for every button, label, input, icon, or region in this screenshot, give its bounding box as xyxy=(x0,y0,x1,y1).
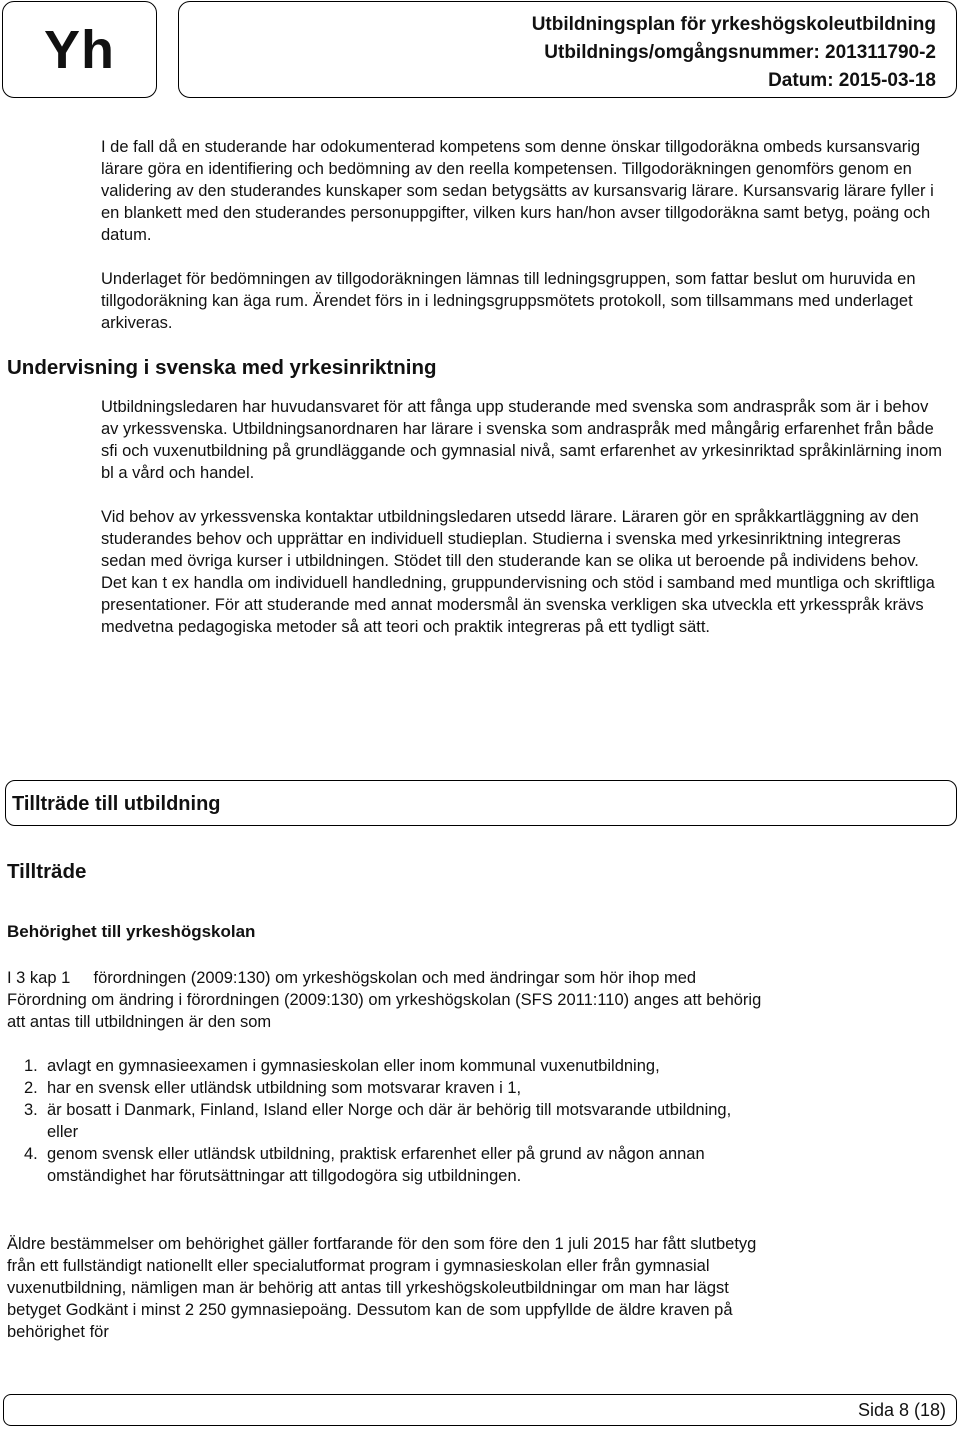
page-footer xyxy=(3,1394,957,1426)
section-title-admission: Tillträde till utbildning xyxy=(5,780,957,826)
document-title: Utbildningsplan för yrkeshögskoleutbildning xyxy=(531,14,936,35)
document-date: Datum: 2015-03-18 xyxy=(768,70,936,91)
list-item-text: avlagt en gymnasieexamen i gymnasieskolan eller inom kommunal vuxenutbildning, xyxy=(47,1057,660,1075)
list-item-number: 1. xyxy=(24,1057,38,1075)
intro-text-end: förordningen (2009:130) om yrkeshögskolan och med ändringar som hör ihop med Förordning om ändring i förordningen (2009:130) om yrkeshögskolan (SFS 2011:110) anges att behörig att antas till utbildningen är den som xyxy=(7,969,762,1031)
list-item xyxy=(24,1143,744,1187)
intro-text-start: I 3 kap 1 xyxy=(7,969,71,987)
swedish-paragraph-2: Vid behov av yrkessvenska kontaktar utbildningsledaren utsedd lärare. Läraren gör en språkkartläggning av den studerandes behov och upprättar en individuell studieplan. Studierna i svenska med yrkesinriktning integreras sedan med övriga kurser i utbildningen. Stödet till den studerande kan se olika ut beroende på individens behov. Det kan t ex handla om individuell handledning, gruppundervisning och stöd i samband med muntliga och skriftliga presentationer. För att studerande med annat modersmål än svenska verkligen ska utveckla ett yrkesspråk krävs medvetna pedagogiska metoder så att teori och praktik integreras på ett tydligt sätt. xyxy=(101,508,935,636)
list-item-text: är bosatt i Danmark, Finland, Island eller Norge och där är behörig till motsvarande utbildning, eller xyxy=(47,1101,732,1141)
page-number: Sida 8 (18) xyxy=(857,1400,946,1420)
program-number: Utbildnings/omgångsnummer: 201311790-2 xyxy=(544,42,936,63)
admission-heading: Tillträde xyxy=(7,860,87,883)
validation-paragraph-2: Underlaget för bedömningen av tillgodoräkningen lämnas till ledningsgruppen, som fattar beslut om huruvida en tillgodoräkning kan äga rum. Ärendet förs in i ledningsgruppsmötets protokoll, som tillsammans med underlaget arkiveras. xyxy=(101,270,916,332)
older-rules-paragraph xyxy=(7,1233,777,1343)
list-item xyxy=(24,1055,744,1077)
list-item-number: 2. xyxy=(24,1079,38,1097)
list-item-number: 3. xyxy=(24,1101,38,1119)
swedish-paragraph-1: Utbildningsledaren har huvudansvaret för att fånga upp studerande med svenska som andraspråk som är i behov av yrkessvenska. Utbildningsanordnaren har lärare i svenska som andraspråk med mångårig erfarenhet från både sfi och vuxenutbildning på grundläggande och gymnasial nivå, samt erfarenhet av yrkesinriktad språkinlärning inom bl a vård och handel. xyxy=(101,398,943,482)
footnote-marker xyxy=(75,967,89,989)
older-rules-text: Äldre bestämmelser om behörighet gäller fortfarande för den som före den 1 juli 2015 har fått slutbetyg från ett fullständigt nationellt eller specialutformat program i gymnasieskolan eller från gymnasial vuxenutbildning, nämligen man är behörig att antas till yrkeshögskoleutbildningar om man har lägst betyget Godkänt i minst 2 250 gymnasiepoäng. Dessutom kan de som uppfyllde de äldre kraven på behörighet för xyxy=(7,1235,757,1341)
swedish-section xyxy=(101,396,946,638)
swedish-heading: Undervisning i svenska med yrkesinriktning xyxy=(7,356,437,379)
list-item-number: 4. xyxy=(24,1145,38,1163)
yh-logo: Yh xyxy=(2,1,157,98)
eligibility-subheading: Behörighet till yrkeshögskolan xyxy=(7,922,256,941)
list-item xyxy=(24,1077,744,1099)
validation-section xyxy=(101,136,946,334)
eligibility-list xyxy=(24,1055,744,1187)
list-item xyxy=(24,1099,744,1143)
admission-intro xyxy=(7,967,772,1033)
list-item-text: genom svensk eller utländsk utbildning, praktisk erfarenhet eller på grund av någon annan omständighet har förutsättningar att tillgodogöra sig utbildningen. xyxy=(47,1145,705,1185)
document-header xyxy=(178,1,957,98)
validation-paragraph-1: I de fall då en studerande har odokumenterad kompetens som denne önskar tillgodoräkna ombeds kursansvarig lärare göra en identifiering och bedömning av den reella kompetensen. Tillgodoräkningen genomförs genom en validering av den studerandes kunskaper som sedan betygsätts av kursansvarig lärare. Kursansvarig lärare fyller i en blankett med den studerandes personuppgifter, vilken kurs han/hon avser tillgodoräkna samt betyg, poäng och datum. xyxy=(101,138,934,244)
list-item-text: har en svensk eller utländsk utbildning som motsvarar kraven i 1, xyxy=(47,1079,522,1097)
